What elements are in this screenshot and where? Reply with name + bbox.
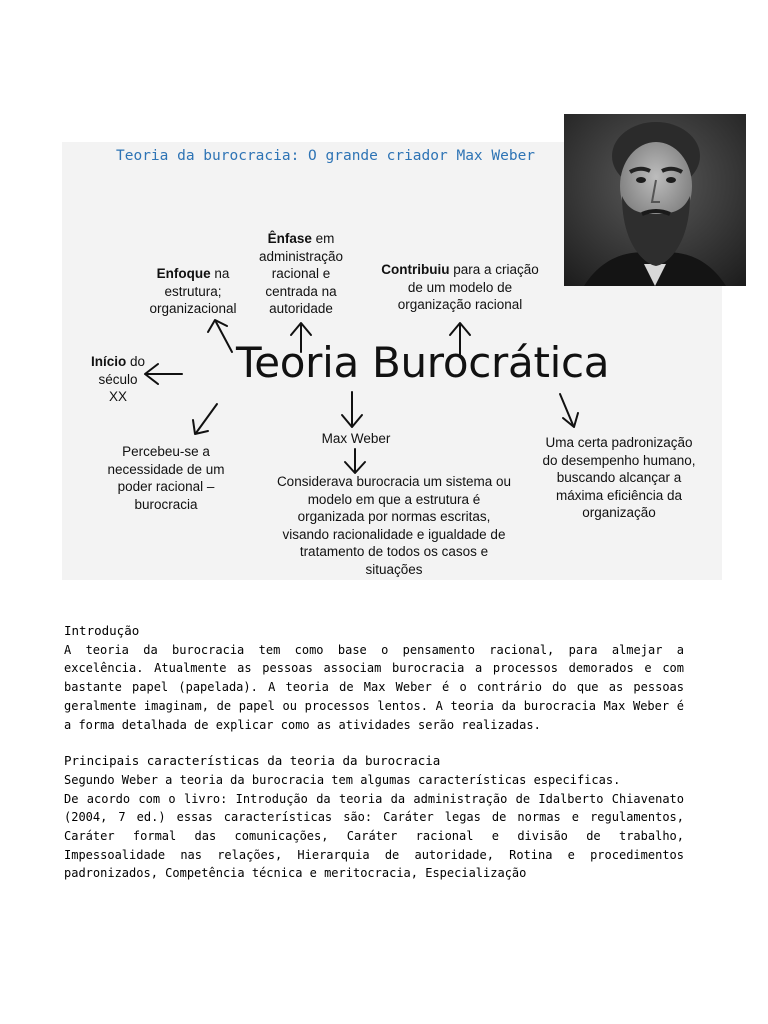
intro-paragraph: A teoria da burocracia tem como base o pensamento racional, para almejar a excelência. Atualmente as pessoas associam burocracia a processos demorados e com bastante papel (papelada). A teoria de Max Weber é o contrário do que as pessoas geralmente imaginam, de papel ou processos lentos. A teoria da burocracia Max Weber é a forma detalhada de explicar como as atividades serão realizadas. (64, 642, 684, 732)
enfase-line4: centrada na (265, 283, 337, 299)
inicio-line3: XX (108, 389, 127, 404)
considerava-line5: tratamento de todos os casos e (299, 544, 489, 559)
enfase-rest: em (311, 231, 335, 246)
considerava-line3: organizada por normas escritas, (297, 509, 491, 524)
features-paragraph: De acordo com o livro: Introdução da teoria da administração de Idalberto Chiavenato (2004, 7 ed.) essas características são: Caráter legas de normas e regulamentos, Caráter formal das comunicações, Caráter racional e divisão de trabalho, Impessoalidade nas relações, Hierarquia de autoridade, Rotina e procedimentos padronizados, Competência técnica e meritocracia, Especialização (64, 791, 684, 881)
node-percebeu (96, 443, 236, 513)
intro-heading: Introdução (64, 623, 140, 638)
considerava-line4: visando racionalidade e igualdade de (282, 526, 506, 542)
enfoque-bold: Enfoque (156, 266, 211, 281)
center-title: Teoria Burocrática (236, 338, 610, 387)
inicio-rest: do (126, 354, 146, 369)
contribuiu-bold: Contribuiu (381, 262, 450, 277)
padronizacao-line1: Uma certa padronização (545, 435, 693, 450)
enfase-line5: autoridade (269, 301, 333, 316)
enfase-line2: administração (258, 248, 344, 264)
node-enfase (250, 230, 352, 318)
enfase-line3: racional e (271, 266, 331, 281)
features-line1: Segundo Weber a teoria da burocracia tem algumas características especificas. (64, 772, 621, 787)
contribuiu-line3: organização racional (397, 297, 523, 312)
node-maxweber (308, 430, 404, 448)
max-weber-portrait (564, 114, 746, 286)
enfoque-line3: organizacional (149, 301, 237, 316)
considerava-line6: situações (365, 561, 423, 577)
contribuiu-line2: de um modelo de (407, 279, 513, 295)
node-enfoque (138, 265, 248, 318)
document-body (64, 622, 684, 883)
maxweber-label: Max Weber (321, 431, 391, 446)
padronizacao-line3: buscando alcançar a (556, 470, 682, 485)
node-contribuiu (368, 261, 552, 314)
node-padronizacao (528, 434, 710, 522)
percebeu-line1: Percebeu-se a (122, 444, 210, 459)
inicio-bold: Início (90, 354, 127, 369)
considerava-line2: modelo em que a estrutura é (307, 491, 481, 507)
padronizacao-line5: organização (582, 505, 656, 520)
node-inicio (82, 353, 154, 406)
considerava-line1: Considerava burocracia um sistema ou (276, 474, 512, 489)
arrow-percebeu (193, 404, 217, 434)
arrow-padronizacao (560, 394, 578, 427)
enfoque-rest: na (210, 266, 230, 281)
arrow-maxweber (342, 392, 362, 427)
inicio-line2: século (98, 371, 138, 387)
enfase-bold: Ênfase (267, 231, 312, 246)
portrait-image (564, 114, 746, 286)
percebeu-line2: necessidade de um (107, 461, 225, 477)
padronizacao-line2: do desempenho humano, (542, 452, 696, 468)
contribuiu-rest: para a criação (449, 262, 539, 277)
enfoque-line2: estrutura; (164, 283, 222, 299)
percebeu-line4: burocracia (134, 496, 198, 512)
features-heading: Principais características da teoria da burocracia (64, 753, 441, 769)
node-considerava (260, 473, 528, 578)
percebeu-line3: poder racional – (117, 479, 215, 494)
padronizacao-line4: máxima eficiência da (555, 487, 683, 503)
arrow-enfoque (208, 320, 232, 352)
arrow-considerava (345, 449, 365, 473)
diagram-title: Teoria da burocracia: O grande criador Max Weber (116, 148, 536, 164)
